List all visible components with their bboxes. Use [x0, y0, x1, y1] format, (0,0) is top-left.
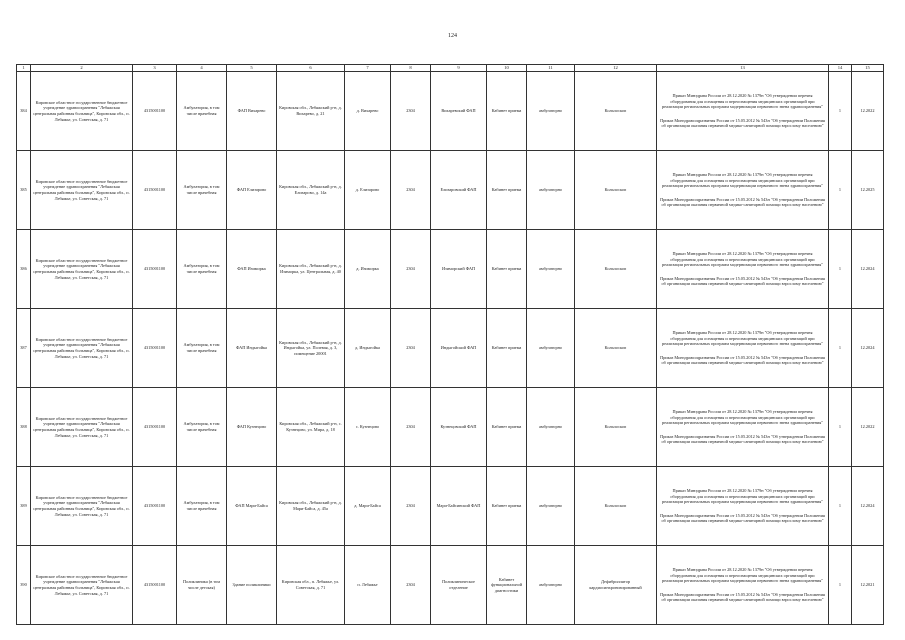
table-row — [17, 230, 884, 309]
table-row — [17, 151, 884, 230]
col-header: 9 — [431, 65, 487, 72]
quantity-cell: 1 — [829, 72, 852, 151]
organization-cell: Кировское областное государственное бюджетное учреждение здравоохранения "Лебяжская центральная районная больница", Кировская обл., п. Лебяжье, ул. Советская, д. 71 — [31, 309, 133, 388]
care-type-cell: амбулаторно — [527, 72, 575, 151]
legal-basis-cell — [657, 72, 829, 151]
col-header: 10 — [487, 65, 527, 72]
date-cell: 12.2022 — [852, 388, 884, 467]
equipment-cell: Кольпоскоп — [575, 151, 657, 230]
department-cell: Индыгойский ФАП — [431, 309, 487, 388]
col-header: 12 — [575, 65, 657, 72]
facility-type-cell: Амбулатория, в том числе врачебная — [177, 151, 227, 230]
row-number: 389 — [17, 467, 31, 546]
equipment-cell: Кольпоскоп — [575, 72, 657, 151]
legal-basis-cell — [657, 388, 829, 467]
department-cell: Изиморский ФАП — [431, 230, 487, 309]
row-number: 385 — [17, 151, 31, 230]
address-cell: Кировская обл., Лебяжский р-н, д. Индыгойка, ул. Полевая, д. 3, помещение 20001 — [277, 309, 345, 388]
settlement-cell: с. Кузнецово — [345, 388, 391, 467]
legal-basis-paragraph: Приказ Минздрава России от 28.12.2020 № 1379н "Об утверждении перечня оборудования для оснащения и переоснащения медицинских организаций при реализации региональных программ модернизации первичного звена здравоохранения" — [661, 172, 824, 189]
col-header: 4 — [177, 65, 227, 72]
address-cell: Кировская обл., Лебяжский р-н, д. Елизарово, д. 14а — [277, 151, 345, 230]
quantity-cell: 1 — [829, 309, 852, 388]
legal-basis-paragraph: Приказ Минздрава России от 28.12.2020 № 1379н "Об утверждении перечня оборудования для оснащения и переоснащения медицинских организаций при реализации региональных программ модернизации первичного звена здравоохранения" — [661, 409, 824, 426]
legal-basis-paragraph: Приказ Минздрава России от 28.12.2020 № 1379н "Об утверждении перечня оборудования для оснащения и переоснащения медицинских организаций при реализации региональных программ модернизации первичного звена здравоохранения" — [661, 330, 824, 347]
col-header: 1 — [17, 65, 31, 72]
col-header: 2 — [31, 65, 133, 72]
col-header: 11 — [527, 65, 575, 72]
date-cell: 12.2022 — [852, 72, 884, 151]
code8-cell: 2304 — [391, 72, 431, 151]
room-cell: Кабинет приема — [487, 467, 527, 546]
date-cell: 12.2021 — [852, 546, 884, 625]
code8-cell: 2304 — [391, 230, 431, 309]
legal-basis-paragraph: Приказ Минздрава России от 28.12.2020 № 1379н "Об утверждении перечня оборудования для оснащения и переоснащения медицинских организаций при реализации региональных программ модернизации первичного звена здравоохранения" — [661, 488, 824, 505]
code8-cell: 2304 — [391, 467, 431, 546]
organization-cell: Кировское областное государственное бюджетное учреждение здравоохранения "Лебяжская центральная районная больница", Кировская обл., п. Лебяжье, ул. Советская, д. 71 — [31, 388, 133, 467]
column-number-row — [17, 65, 884, 72]
care-type-cell: амбулаторно — [527, 309, 575, 388]
settlement-cell: д. Мари-Байса — [345, 467, 391, 546]
unit-cell: ФАП Индыгойка — [227, 309, 277, 388]
quantity-cell: 1 — [829, 151, 852, 230]
room-cell: Кабинет приема — [487, 230, 527, 309]
row-number: 387 — [17, 309, 31, 388]
care-type-cell: амбулаторно — [527, 388, 575, 467]
settlement-cell: д. Елизарово — [345, 151, 391, 230]
table-row — [17, 388, 884, 467]
legal-basis-cell — [657, 467, 829, 546]
code-cell: 4315001100 — [133, 546, 177, 625]
date-cell: 12.2024 — [852, 309, 884, 388]
col-header: 5 — [227, 65, 277, 72]
organization-cell: Кировское областное государственное бюджетное учреждение здравоохранения "Лебяжская центральная районная больница", Кировская обл., п. Лебяжье, ул. Советская, д. 71 — [31, 546, 133, 625]
code8-cell: 2304 — [391, 151, 431, 230]
settlement-cell: д. Индыгойка — [345, 309, 391, 388]
legal-basis-paragraph: Приказ Минздравсоцразвития России от 15.05.2012 № 543н "Об утверждении Положения об организации оказания первичной медико-санитарной помощи взрослому населению" — [660, 512, 825, 524]
code-cell: 4315001100 — [133, 309, 177, 388]
facility-type-cell: Амбулатория, в том числе врачебная — [177, 72, 227, 151]
care-type-cell: амбулаторно — [527, 546, 575, 625]
legal-basis-paragraph: Приказ Минздрава России от 28.12.2020 № 1379н "Об утверждении перечня оборудования для оснащения и переоснащения медицинских организаций при реализации региональных программ модернизации первичного звена здравоохранения" — [661, 251, 824, 268]
legal-basis-paragraph: Приказ Минздравсоцразвития России от 15.05.2012 № 543н "Об утверждении Положения об организации оказания первичной медико-санитарной помощи взрослому населению" — [660, 275, 825, 287]
unit-cell: ФАП Мари-Байса — [227, 467, 277, 546]
code8-cell: 2304 — [391, 546, 431, 625]
unit-cell: ФАП Кузнецово — [227, 388, 277, 467]
table-row — [17, 546, 884, 625]
facility-type-cell: Амбулатория, в том числе врачебная — [177, 309, 227, 388]
care-type-cell: амбулаторно — [527, 467, 575, 546]
row-number: 386 — [17, 230, 31, 309]
legal-basis-paragraph: Приказ Минздравсоцразвития России от 15.05.2012 № 543н "Об утверждении Положения об организации оказания первичной медико-санитарной помощи взрослому населению" — [660, 196, 825, 208]
code8-cell: 2304 — [391, 309, 431, 388]
date-cell: 12.2025 — [852, 151, 884, 230]
organization-cell: Кировское областное государственное бюджетное учреждение здравоохранения "Лебяжская центральная районная больница", Кировская обл., п. Лебяжье, ул. Советская, д. 71 — [31, 467, 133, 546]
quantity-cell: 1 — [829, 230, 852, 309]
department-cell: Поликлиническое отделение — [431, 546, 487, 625]
code-cell: 4315001100 — [133, 72, 177, 151]
address-cell: Кировская обл., Лебяжский р-н, д. Вихарево, д. 21 — [277, 72, 345, 151]
address-cell: Кировская обл., п. Лебяжье, ул. Советская, д. 71 — [277, 546, 345, 625]
department-cell: Вихаревский ФАП — [431, 72, 487, 151]
legal-basis-cell — [657, 230, 829, 309]
legal-basis-paragraph: Приказ Минздравсоцразвития России от 15.05.2012 № 543н "Об утверждении Положения об организации оказания первичной медико-санитарной помощи взрослому населению" — [660, 354, 825, 366]
code-cell: 4315001100 — [133, 151, 177, 230]
department-cell: Елизаровский ФАП — [431, 151, 487, 230]
quantity-cell: 1 — [829, 546, 852, 625]
col-header: 15 — [852, 65, 884, 72]
organization-cell: Кировское областное государственное бюджетное учреждение здравоохранения "Лебяжская центральная районная больница", Кировская обл., п. Лебяжье, ул. Советская, д. 71 — [31, 230, 133, 309]
legal-basis-paragraph: Приказ Минздравсоцразвития России от 15.05.2012 № 543н "Об утверждении Положения об организации оказания первичной медико-санитарной помощи взрослому населению" — [660, 117, 825, 129]
date-cell: 12.2024 — [852, 230, 884, 309]
room-cell: Кабинет приема — [487, 72, 527, 151]
unit-cell: ФАП Изиморка — [227, 230, 277, 309]
organization-cell: Кировское областное государственное бюджетное учреждение здравоохранения "Лебяжская центральная районная больница", Кировская обл., п. Лебяжье, ул. Советская, д. 71 — [31, 151, 133, 230]
room-cell: Кабинет приема — [487, 309, 527, 388]
quantity-cell: 1 — [829, 388, 852, 467]
equipment-table — [16, 64, 884, 625]
legal-basis-paragraph: Приказ Минздрава России от 28.12.2020 № 1379н "Об утверждении перечня оборудования для оснащения и переоснащения медицинских организаций при реализации региональных программ модернизации первичного звена здравоохранения" — [661, 93, 824, 110]
table-row — [17, 72, 884, 151]
table-row — [17, 309, 884, 388]
room-cell: Кабинет приема — [487, 151, 527, 230]
settlement-cell: д. Вихарево — [345, 72, 391, 151]
code-cell: 4315001100 — [133, 388, 177, 467]
unit-cell: ФАП Вихарево — [227, 72, 277, 151]
col-header: 3 — [133, 65, 177, 72]
room-cell: Кабинет функциональной диагностики — [487, 546, 527, 625]
care-type-cell: амбулаторно — [527, 151, 575, 230]
department-cell: Кузнецовский ФАП — [431, 388, 487, 467]
quantity-cell: 1 — [829, 467, 852, 546]
row-number: 384 — [17, 72, 31, 151]
table-row — [17, 467, 884, 546]
legal-basis-cell — [657, 151, 829, 230]
facility-type-cell: Амбулатория, в том числе врачебная — [177, 388, 227, 467]
unit-cell: Здание поликлиники — [227, 546, 277, 625]
row-number: 390 — [17, 546, 31, 625]
date-cell: 12.2024 — [852, 467, 884, 546]
address-cell: Кировская обл., Лебяжский р-н, д. Изиморка, ул. Центральная, д. 40 — [277, 230, 345, 309]
legal-basis-paragraph: Приказ Минздравсоцразвития России от 15.05.2012 № 543н "Об утверждении Положения об организации оказания первичной медико-санитарной помощи взрослому населению" — [660, 591, 825, 603]
address-cell: Кировская обл., Лебяжский р-н, д. Мари-Байса, д. 45а — [277, 467, 345, 546]
col-header: 6 — [277, 65, 345, 72]
legal-basis-cell — [657, 309, 829, 388]
facility-type-cell: Амбулатория, в том числе врачебная — [177, 467, 227, 546]
equipment-cell: Дефибриллятор кардиосинхронизированный — [575, 546, 657, 625]
address-cell: Кировская обл., Лебяжский р-н, с. Кузнецово, ул. Мира, д. 18 — [277, 388, 345, 467]
col-header: 7 — [345, 65, 391, 72]
facility-type-cell: Поликлиника (в том числе детская) — [177, 546, 227, 625]
care-type-cell: амбулаторно — [527, 230, 575, 309]
unit-cell: ФАП Елизарово — [227, 151, 277, 230]
settlement-cell: д. Изиморка — [345, 230, 391, 309]
equipment-cell: Кольпоскоп — [575, 388, 657, 467]
code-cell: 4315001100 — [133, 230, 177, 309]
equipment-cell: Кольпоскоп — [575, 467, 657, 546]
code8-cell: 2304 — [391, 388, 431, 467]
row-number: 388 — [17, 388, 31, 467]
legal-basis-cell — [657, 546, 829, 625]
col-header: 8 — [391, 65, 431, 72]
page-number: 124 — [448, 33, 457, 39]
col-header: 14 — [829, 65, 852, 72]
equipment-cell: Кольпоскоп — [575, 309, 657, 388]
room-cell: Кабинет приема — [487, 388, 527, 467]
legal-basis-paragraph: Приказ Минздрава России от 28.12.2020 № 1379н "Об утверждении перечня оборудования для оснащения и переоснащения медицинских организаций при реализации региональных программ модернизации первичного звена здравоохранения" — [661, 567, 824, 584]
col-header: 13 — [657, 65, 829, 72]
facility-type-cell: Амбулатория, в том числе врачебная — [177, 230, 227, 309]
organization-cell: Кировское областное государственное бюджетное учреждение здравоохранения "Лебяжская центральная районная больница", Кировская обл., п. Лебяжье, ул. Советская, д. 71 — [31, 72, 133, 151]
settlement-cell: п. Лебяжье — [345, 546, 391, 625]
department-cell: Мари-Байсинский ФАП — [431, 467, 487, 546]
legal-basis-paragraph: Приказ Минздравсоцразвития России от 15.05.2012 № 543н "Об утверждении Положения об организации оказания первичной медико-санитарной помощи взрослому населению" — [660, 433, 825, 445]
equipment-cell: Кольпоскоп — [575, 230, 657, 309]
code-cell: 4315001100 — [133, 467, 177, 546]
